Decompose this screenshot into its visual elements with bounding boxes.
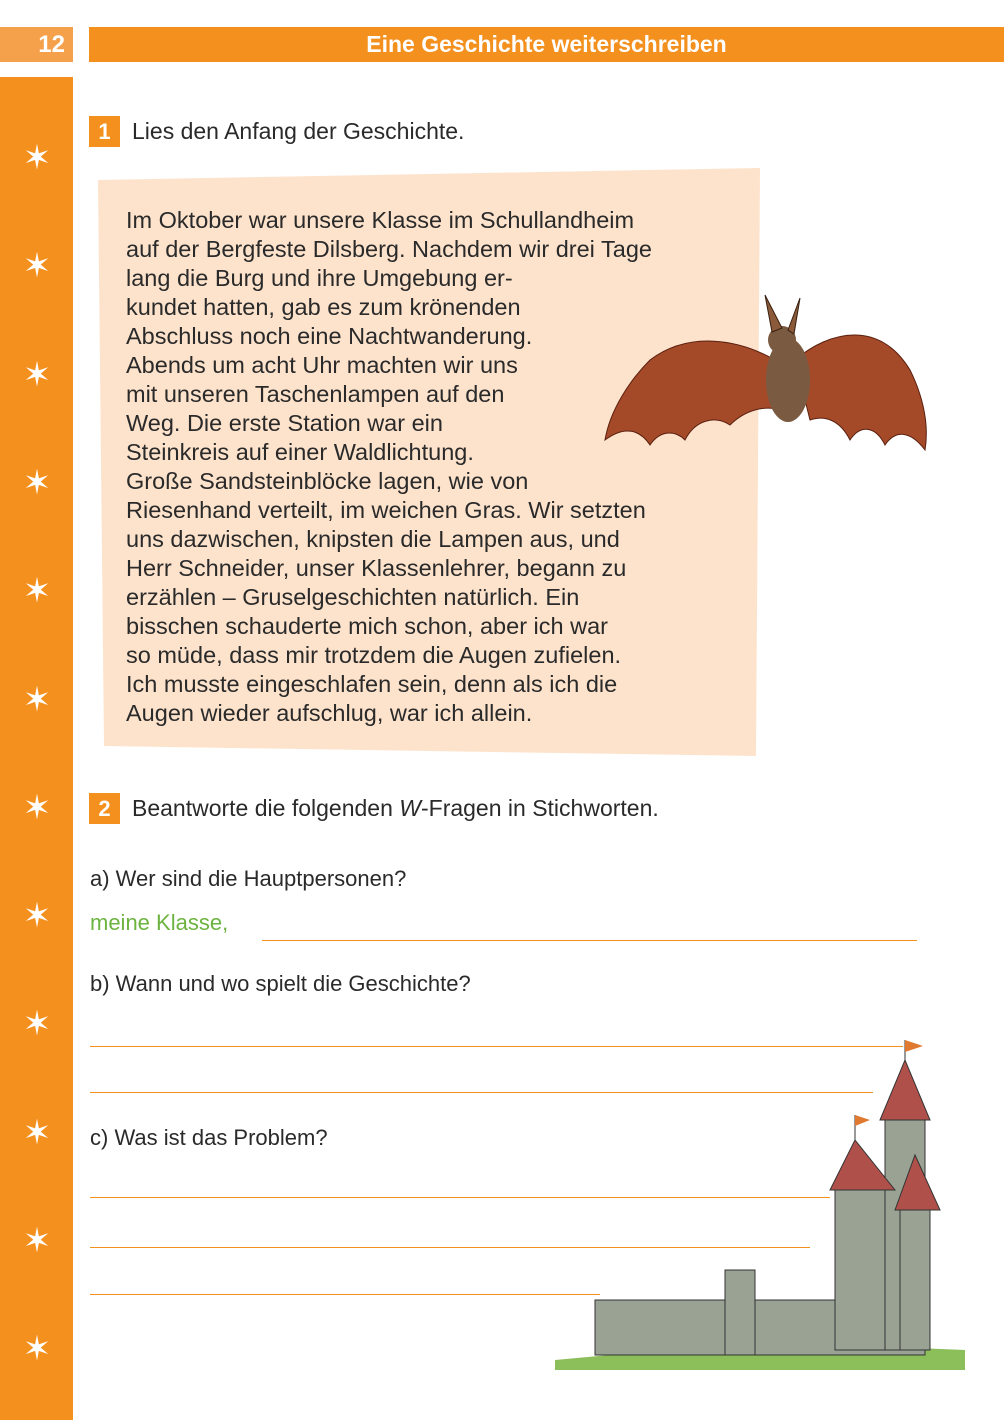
- story-line: bisschen schauderte mich schon, aber ich war: [126, 613, 608, 639]
- story-line: kundet hatten, gab es zum krönenden: [126, 294, 521, 320]
- star-icon: ✶: [22, 247, 52, 286]
- star-icon: ✶: [22, 1005, 52, 1044]
- story-line: Abends um acht Uhr machten wir uns: [126, 352, 518, 378]
- castle-illustration: [555, 1040, 965, 1370]
- task-number: 2: [89, 793, 120, 824]
- story-line: Riesenhand verteilt, im weichen Gras. Wir setzten: [126, 497, 646, 523]
- task-2-heading: [89, 793, 659, 824]
- star-icon: ✶: [22, 897, 52, 936]
- task-1-heading: [89, 116, 464, 147]
- story-line: Abschluss noch eine Nachtwanderung.: [126, 323, 533, 349]
- question-b: b) Wann und wo spielt die Geschichte?: [90, 971, 471, 996]
- star-icon: ✶: [22, 463, 52, 502]
- star-icon: ✶: [22, 788, 52, 827]
- star-icon: ✶: [22, 1330, 52, 1369]
- story-line: Große Sandsteinblöcke lagen, wie von: [126, 468, 529, 494]
- story-line: auf der Bergfeste Dilsberg. Nachdem wir drei Tage: [126, 236, 652, 262]
- page-title: Eine Geschichte weiterschreiben: [89, 27, 1004, 62]
- answer-line[interactable]: [262, 940, 917, 941]
- star-icon: ✶: [22, 680, 52, 719]
- story-text: [126, 206, 652, 728]
- star-icon: ✶: [22, 572, 52, 611]
- answer-line[interactable]: [90, 1294, 600, 1295]
- story-line: erzählen – Gruselgeschichten natürlich. Ein: [126, 584, 580, 610]
- page-number: 12: [0, 27, 73, 62]
- story-line: mit unseren Taschenlampen auf den: [126, 381, 505, 407]
- story-line: uns dazwischen, knipsten die Lampen aus, und: [126, 526, 620, 552]
- star-icon: ✶: [22, 1222, 52, 1260]
- star-icon: ✶: [22, 355, 52, 394]
- sample-answer: meine Klasse,: [90, 910, 229, 935]
- story-line: Im Oktober war unsere Klasse im Schullandheim: [126, 207, 635, 233]
- sidebar-decoration: [0, 77, 73, 1420]
- star-icon: ✶: [22, 1113, 52, 1152]
- story-line: Augen wieder aufschlug, war ich allein.: [126, 700, 533, 726]
- question-c: c) Was ist das Problem?: [90, 1125, 328, 1150]
- story-line: Ich musste eingeschlafen sein, denn als ich die: [126, 671, 618, 697]
- task-instruction: Beantworte die folgenden W-Fragen in Stichworten.: [132, 795, 659, 821]
- question-a: a) Wer sind die Hauptpersonen?: [90, 866, 407, 891]
- story-line: so müde, dass mir trotzdem die Augen zufielen.: [126, 642, 622, 668]
- story-line: Herr Schneider, unser Klassenlehrer, begann zu: [126, 555, 627, 581]
- task-number: 1: [89, 116, 120, 147]
- story-line: Steinkreis auf einer Waldlichtung.: [126, 439, 474, 465]
- story-line: Weg. Die erste Station war ein: [126, 410, 443, 436]
- star-icon: ✶: [22, 139, 52, 177]
- bat-illustration: [600, 290, 930, 480]
- story-line: lang die Burg und ihre Umgebung er-: [126, 265, 513, 291]
- task-instruction: Lies den Anfang der Geschichte.: [132, 118, 465, 144]
